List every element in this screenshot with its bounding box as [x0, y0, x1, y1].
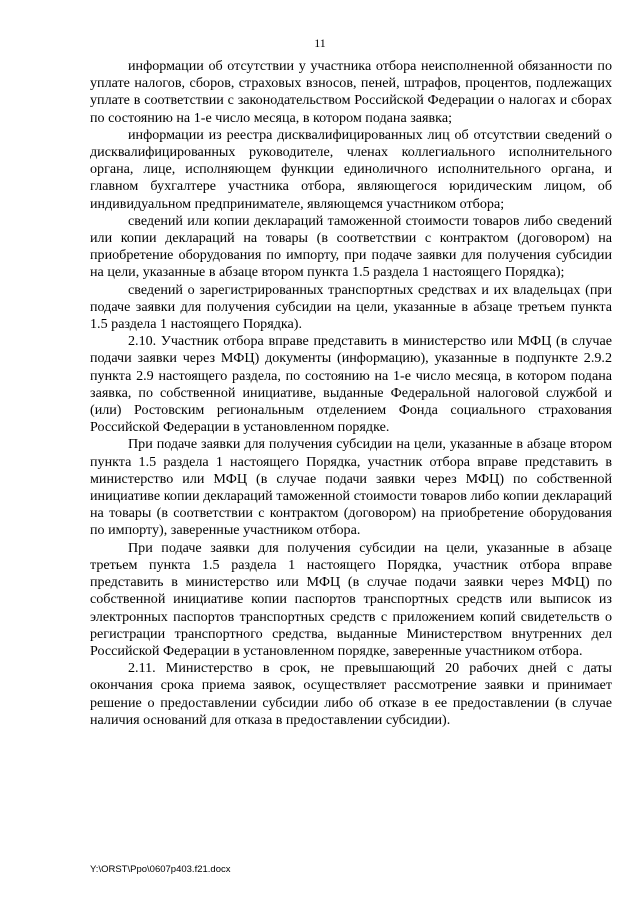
paragraph-vehicle-passport-copies: При подаче заявки для получения субсидии на цели, указанные в абзаце третьем пункта 1.5 раздела 1 настоящего Порядка, участник отбора вправе представить в министерство или МФЦ (в случае подачи заявки через МФЦ) по собственной инициативе копии паспортов транспортных средств или выписок из электронных паспортов транспортных средств с приложением копий свидетельств о регистрации транспортного средства, выданные Министерством внутренних дел Российской Федерации в установленном порядке, заверенные участником отбора.	[90, 539, 612, 659]
paragraph-customs-declarations: сведений или копии деклараций таможенной стоимости товаров либо сведений или копии деклараций на товары (в соответствии с контрактом (договором) на приобретение оборудования по импорту, при подаче заявки для получения субсидии на цели, указанные в абзаце втором пункта 1.5 раздела 1 настоящего Порядка);	[90, 212, 612, 281]
paragraph-vehicle-registration: сведений о зарегистрированных транспортных средствах и их владельцах (при подаче заявки для получения субсидии на цели, указанные в абзаце третьем пункта 1.5 раздела 1 настоящего Порядка).	[90, 281, 612, 333]
document-body	[90, 58, 612, 729]
paragraph-2-10: 2.10. Участник отбора вправе представить в министерство или МФЦ (в случае подачи заявки через МФЦ) документы (информацию), указанные в подпункте 2.9.2 пункта 2.9 настоящего раздела, по состоянию на 1-е число месяца, в котором подана заявка, по собственной инициативе, выданные Федеральной налоговой службой и (или) Ростовским региональным отделением Фонда социального страхования Российской Федерации в установленном порядке.	[90, 333, 612, 436]
paragraph-disqualified-registry-info: информации из реестра дисквалифицированных лиц об отсутствии сведений о дисквалифицированных руководителе, членах коллегиального исполнительного органа, лице, исполняющем функции единоличного исполнительного органа, и главном бухгалтере участника отбора, являющегося юридическим лицом, об индивидуальном предпринимателе, являющемся участником отбора;	[90, 126, 612, 212]
paragraph-tax-arrears-info: информации об отсутствии у участника отбора неисполненной обязанности по уплате налогов, сборов, страховых взносов, пеней, штрафов, процентов, подлежащих уплате в соответствии с законодательством Российской Федерации о налогах и сборах по состоянию на 1-е число месяца, в котором подана заявка;	[90, 58, 612, 126]
page-number: 11	[314, 36, 326, 50]
footer-file-path: Y:\ORST\Ppo\0607p403.f21.docx	[90, 864, 231, 875]
paragraph-equipment-import-copies: При подаче заявки для получения субсидии на цели, указанные в абзаце втором пункта 1.5 раздела 1 настоящего Порядка, участник отбора вправе представить в министерство или МФЦ (в случае подачи заявки через МФЦ) по собственной инициативе копии деклараций таможенной стоимости товаров либо копии деклараций на товары (в соответствии с контрактом (договором) на приобретение оборудования по импорту), заверенные участником отбора.	[90, 436, 612, 539]
paragraph-2-11: 2.11. Министерство в срок, не превышающий 20 рабочих дней с даты окончания срока приема заявок, осуществляет рассмотрение заявки и принимает решение о предоставлении субсидии либо об отказе в ее предоставлении (в случае наличия оснований для отказа в предоставлении субсидии).	[90, 660, 612, 728]
